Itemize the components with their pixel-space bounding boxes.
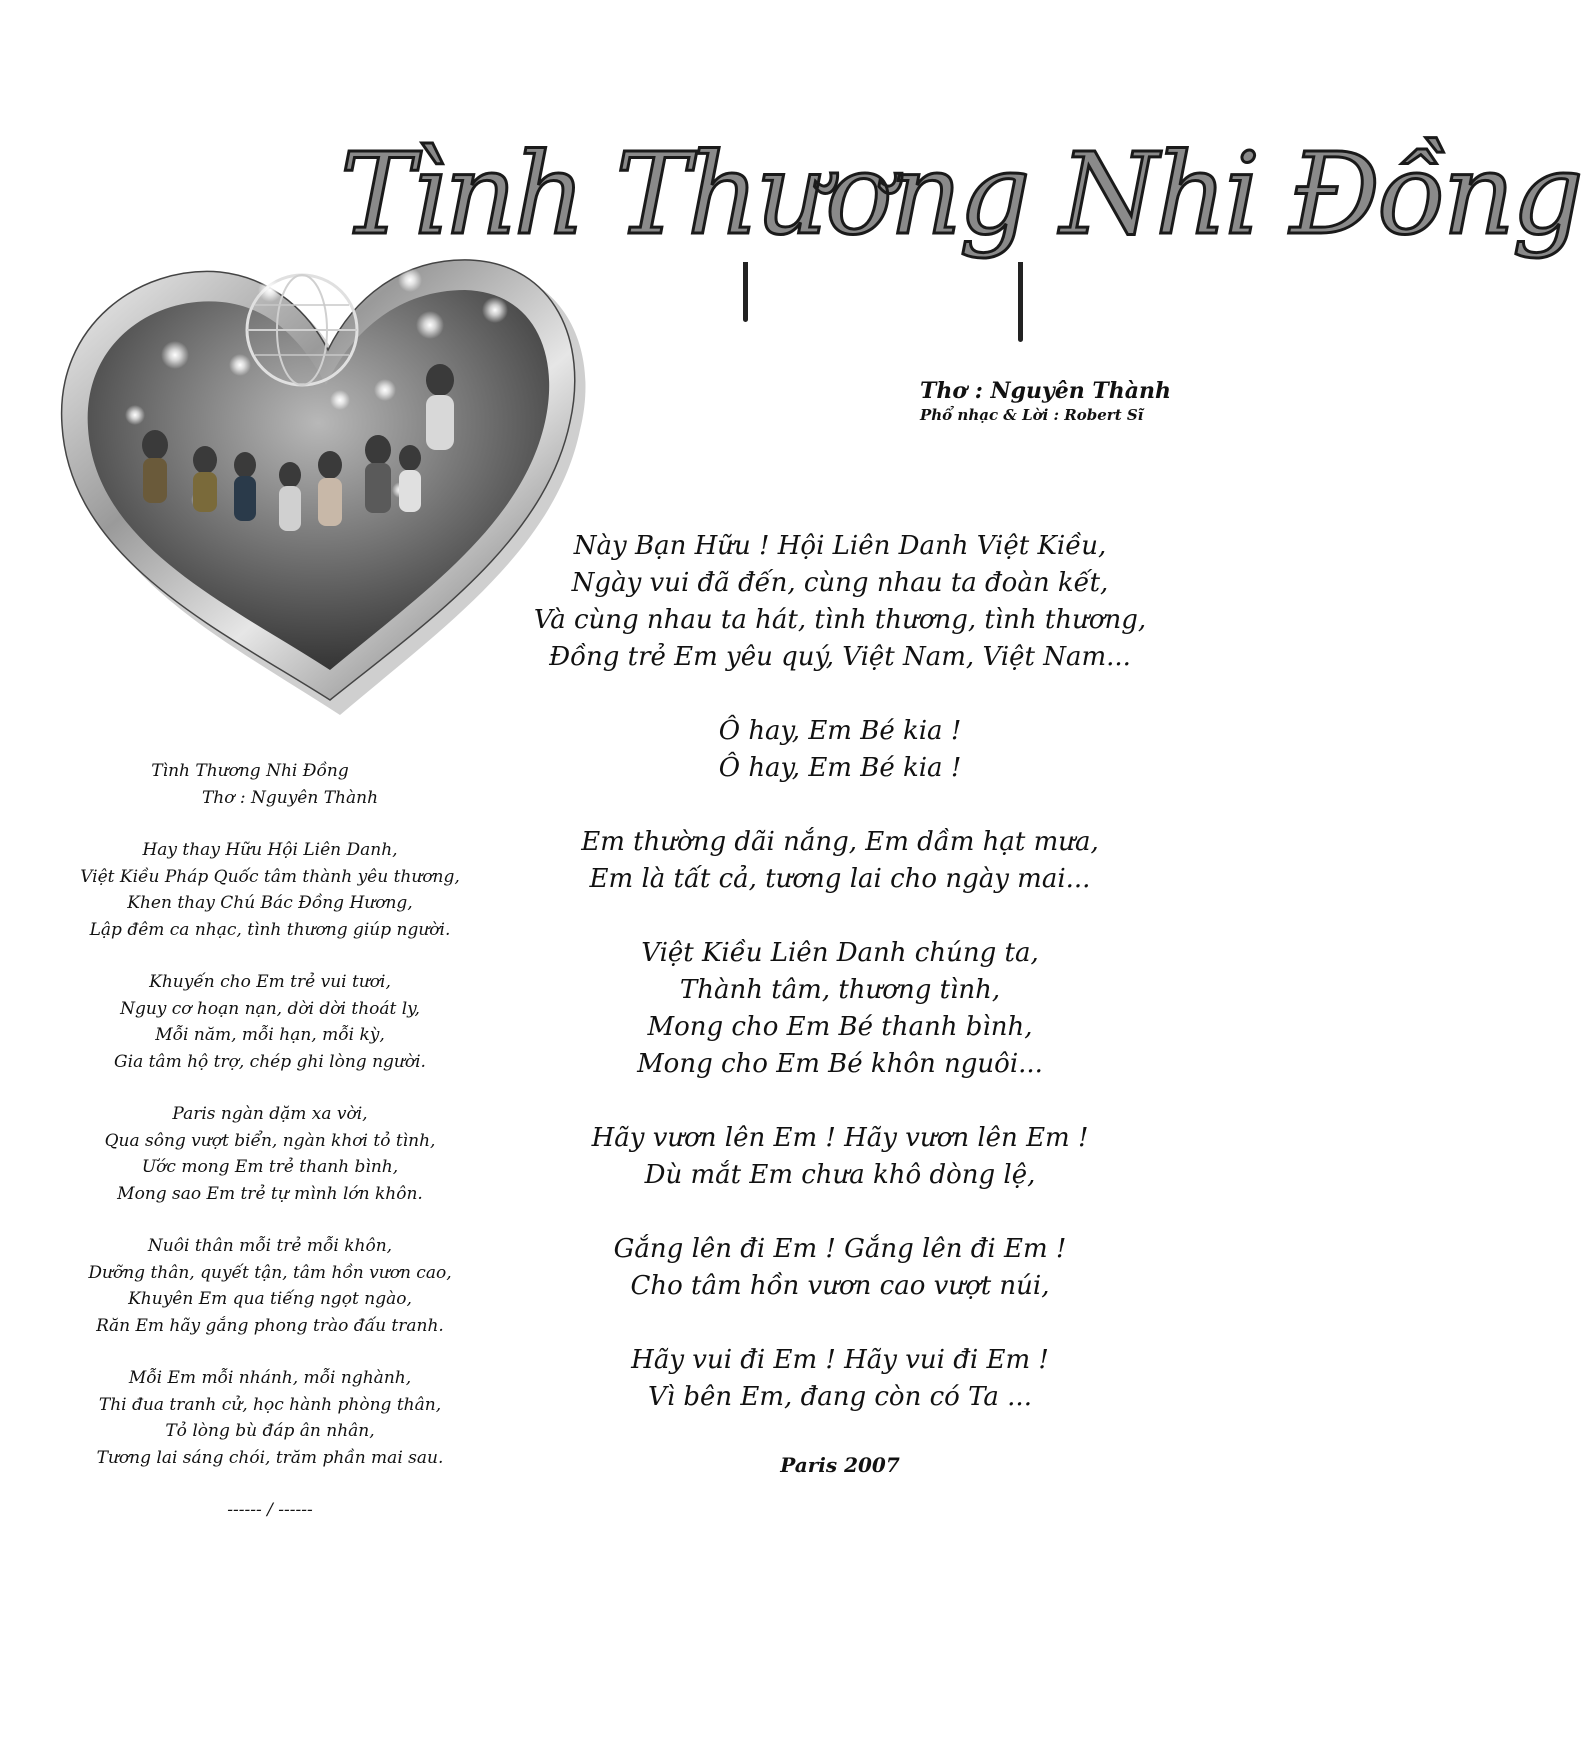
poem-line: Ước mong Em trẻ thanh bình, (141, 1157, 399, 1177)
title-ink-drip (743, 262, 748, 322)
lyrics-line: Này Bạn Hữu ! Hội Liên Danh Việt Kiều, (573, 531, 1107, 561)
poem-stanza (40, 1101, 500, 1207)
poem-line: Hay thay Hữu Hội Liên Danh, (142, 840, 398, 860)
lyrics-line: Việt Kiều Liên Danh chúng ta, (641, 938, 1039, 968)
poem-line: Gia tâm hộ trợ, chép ghi lòng người. (114, 1051, 426, 1072)
poem-line: Tỏ lòng bù đáp ân nhân, (165, 1421, 375, 1441)
poem-line: Paris ngàn dặm xa vời, (172, 1104, 368, 1124)
lyrics-line: Hãy vươn lên Em ! Hãy vươn lên Em ! (591, 1123, 1089, 1153)
lyrics-line: Và cùng nhau ta hát, tình thương, tình thương, (533, 605, 1147, 635)
lyrics-line: Em thường dãi nắng, Em dầm hạt mưa, (581, 827, 1099, 857)
credits (920, 378, 1171, 424)
lyrics-line: Cho tâm hồn vươn cao vượt núi, (630, 1271, 1050, 1301)
lyrics-stanza (490, 1231, 1190, 1305)
poem-line: Lập đêm ca nhạc, tình thương giúp người. (89, 919, 451, 940)
poem-line: Qua sông vượt biển, ngàn khơi tỏ tình, (104, 1130, 436, 1151)
lyrics-line: Mong cho Em Bé thanh bình, (647, 1012, 1033, 1042)
lyrics-line: Em là tất cả, tương lai cho ngày mai... (589, 864, 1091, 894)
lyrics-stanza (490, 824, 1190, 898)
page-title: Tình Thương Nhi Đồng (340, 130, 1581, 260)
lyrics-line: Gắng lên đi Em ! Gắng lên đi Em ! (613, 1234, 1067, 1264)
lyrics-line: Dù mắt Em chưa khô dòng lệ, (644, 1160, 1036, 1190)
lyrics-line: Mong cho Em Bé khôn nguôi... (637, 1049, 1043, 1079)
lyrics-stanza (490, 935, 1190, 1083)
poem-stanza (40, 969, 500, 1075)
lyrics-line: Ngày vui đã đến, cùng nhau ta đoàn kết, (571, 568, 1109, 598)
poem-line: Khuyên Em qua tiếng ngọt ngào, (128, 1289, 412, 1309)
title-ink-drip (1018, 262, 1023, 342)
poem-line: Khen thay Chú Bác Đồng Hương, (127, 893, 413, 913)
poem-stanza (40, 1233, 500, 1339)
poem-line: Nguy cơ hoạn nạn, dời dời thoát ly, (120, 998, 420, 1019)
poem-title: Tình Thương Nhi Đồng (151, 761, 349, 781)
poem-stanza (40, 1365, 500, 1471)
poet-credit: Thơ : Nguyên Thành (920, 378, 1172, 404)
poem (40, 758, 500, 1524)
poem-end-mark: ------ / ------ (227, 1500, 313, 1520)
lyrics-stanza (490, 1120, 1190, 1194)
lyrics-line: Ô hay, Em Bé kia ! (718, 753, 962, 783)
lyrics-stanza (490, 713, 1190, 787)
poem-line: Mong sao Em trẻ tự mình lớn khôn. (117, 1183, 423, 1204)
poem-line: Tương lai sáng chói, trăm phần mai sau. (96, 1447, 444, 1468)
poem-stanza (40, 837, 500, 943)
lyrics-stanza (490, 528, 1190, 676)
lyrics-line: Đồng trẻ Em yêu quý, Việt Nam, Việt Nam... (549, 642, 1131, 672)
song-lyrics (490, 528, 1190, 1484)
poem-line: Dưỡng thân, quyết tận, tâm hồn vươn cao, (88, 1262, 452, 1283)
poem-author: Thơ : Nguyên Thành (201, 787, 379, 808)
lyrics-line: Hãy vui đi Em ! Hãy vui đi Em ! (631, 1345, 1049, 1375)
poem-line: Thi đua tranh cử, học hành phòng thân, (98, 1394, 442, 1415)
poem-line: Mỗi Em mỗi nhánh, mỗi nghành, (128, 1368, 412, 1388)
lyrics-line: Ô hay, Em Bé kia ! (718, 716, 962, 746)
poem-line: Khuyến cho Em trẻ vui tươi, (149, 972, 391, 992)
lyrics-line: Thành tâm, thương tình, (679, 975, 1001, 1005)
poem-heading (40, 758, 500, 811)
music-lyrics-credit: Phổ nhạc & Lời : Robert Sĩ (920, 406, 1144, 424)
place-date: Paris 2007 (780, 1453, 900, 1477)
poem-line: Răn Em hãy gắng phong trào đấu tranh. (96, 1315, 444, 1336)
poem-line: Nuôi thân mỗi trẻ mỗi khôn, (147, 1236, 393, 1256)
poem-line: Mỗi năm, mỗi hạn, mỗi kỳ, (155, 1025, 385, 1045)
lyrics-stanza (490, 1342, 1190, 1416)
lyrics-line: Vì bên Em, đang còn có Ta ... (648, 1382, 1032, 1412)
poem-line: Việt Kiều Pháp Quốc tâm thành yêu thương, (80, 866, 460, 887)
